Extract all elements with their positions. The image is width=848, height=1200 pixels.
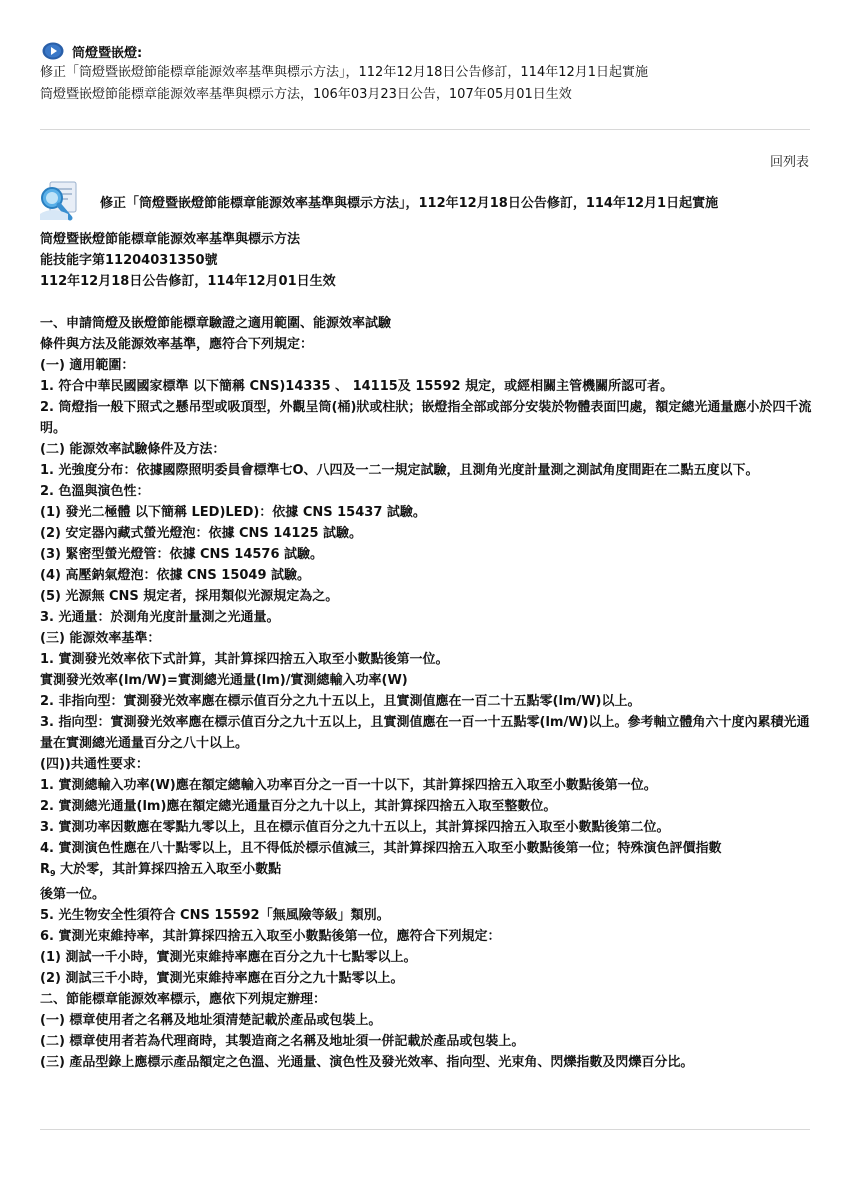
r9-symbol: R bbox=[40, 862, 51, 877]
body-paragraph: 3. 光通量：於測角光度計量測之光通量。 bbox=[40, 610, 280, 625]
body-paragraph: (一) 標章使用者之名稱及地址須清楚記載於產品或包裝上。 bbox=[40, 1013, 382, 1028]
body-paragraph: 1. 光強度分布：依據國際照明委員會標準七O、八四及一二一規定試驗，且測角光度計量測之測試角度間距在二點五度以下。 bbox=[40, 463, 759, 478]
body-paragraph: (2) 安定器內藏式螢光燈泡：依據 CNS 14125 試驗。 bbox=[40, 526, 363, 541]
body-paragraph: (二) 標章使用者若為代理商時，其製造商之名稱及地址須一併記載於產品或包裝上。 bbox=[40, 1034, 525, 1049]
body-paragraph: (二) 能源效率試驗條件及方法： bbox=[40, 442, 226, 457]
r9-subscript: 9 bbox=[50, 869, 56, 878]
body-paragraph: (2) 測試三千小時，實測光束維持率應在百分之九十點零以上。 bbox=[40, 971, 404, 986]
meta-document-number: 能技能字第11204031350號 bbox=[40, 253, 218, 268]
body-paragraph: 實測發光效率(lm/W)=實測總光通量(lm)/實測總輸入功率(W) bbox=[40, 673, 408, 688]
document-meta bbox=[40, 229, 810, 292]
body-paragraph: 6. 實測光束維持率，其計算採四捨五入取至小數點後第一位，應符合下列規定： bbox=[40, 929, 501, 944]
document-header bbox=[38, 180, 818, 222]
category-title: 筒燈暨嵌燈: bbox=[72, 45, 143, 61]
body-paragraph: 2. 非指向型：實測發光效率應在標示值百分之九十五以上，且實測值應在一百二十五點零(lm/W)以上。 bbox=[40, 694, 641, 709]
r9-text: 大於零，其計算採四捨五入取至小數點 bbox=[60, 862, 282, 877]
body-paragraph: (三) 產品型錄上應標示產品額定之色溫、光通量、演色性及發光效率、指向型、光束角、閃爍指數及閃爍百分比。 bbox=[40, 1055, 694, 1070]
body-paragraph: 2. 色溫與演色性： bbox=[40, 484, 150, 499]
meta-effective-date: 112年12月18日公告修訂，114年12月01日生效 bbox=[40, 274, 336, 289]
original-link[interactable]: 筒燈暨嵌燈節能標章能源效率基準與標示方法，106年03月23日公告，107年05月01日生效 bbox=[40, 87, 572, 102]
document-search-icon bbox=[38, 180, 88, 222]
body-paragraph: (4) 高壓鈉氣燈泡：依據 CNS 15049 試驗。 bbox=[40, 568, 311, 583]
body-paragraph: 5. 光生物安全性須符合 CNS 15592「無風險等級」類別。 bbox=[40, 908, 390, 923]
body-paragraph: (1) 測試一千小時，實測光束維持率應在百分之九十七點零以上。 bbox=[40, 950, 417, 965]
body-paragraph: 1. 實測發光效率依下式計算，其計算採四捨五入取至小數點後第一位。 bbox=[40, 652, 449, 667]
r9-paragraph bbox=[40, 859, 812, 884]
body-paragraph: (1) 發光二極體 以下簡稱 LED)LED)：依據 CNS 15437 試驗。 bbox=[40, 505, 426, 520]
body-paragraph: 2. 實測總光通量(lm)應在額定總光通量百分之九十以上，其計算採四捨五入取至整數位。 bbox=[40, 799, 557, 814]
body-paragraph: (3) 緊密型螢光燈管：依據 CNS 14576 試驗。 bbox=[40, 547, 324, 562]
body-paragraph: (一) 適用範圍： bbox=[40, 358, 135, 373]
body-paragraph: (四))共通性要求： bbox=[40, 757, 149, 772]
body-paragraph: 後第一位。 bbox=[40, 887, 106, 902]
bottom-divider bbox=[40, 1129, 810, 1130]
document-body bbox=[40, 313, 812, 1073]
body-paragraph: 1. 實測總輸入功率(W)應在額定總輸入功率百分之一百一十以下，其計算採四捨五入取至小數點後第一位。 bbox=[40, 778, 657, 793]
body-paragraph: (5) 光源無 CNS 規定者，採用類似光源規定為之。 bbox=[40, 589, 339, 604]
body-paragraph: 2. 筒燈指一般下照式之懸吊型或吸頂型，外觀呈筒(桶)狀或柱狀；嵌燈指全部或部分安裝於物體表面凹處，額定總光通量應小於四千流明。 bbox=[40, 400, 812, 436]
body-paragraph: 3. 指向型：實測發光效率應在標示值百分之九十五以上，且實測值應在一百一十五點零(lm/W)以上。參考軸立體角六十度內累積光通量在實測總光通量百分之八十以上。 bbox=[40, 715, 810, 751]
body-paragraph: 一、申請筒燈及嵌燈節能標章驗證之適用範圍、能源效率試驗 bbox=[40, 316, 392, 331]
revision-link[interactable]: 修正「筒燈暨嵌燈節能標章能源效率基準與標示方法」，112年12月18日公告修訂，114年12月1日起實施 bbox=[40, 65, 649, 80]
body-paragraph: 1. 符合中華民國國家標準 以下簡稱 CNS)14335 、 14115及 15592 規定，或經相關主管機關所認可者。 bbox=[40, 379, 674, 394]
back-to-list-link[interactable]: 回列表 bbox=[769, 155, 809, 170]
document-title: 修正「筒燈暨嵌燈節能標章能源效率基準與標示方法」，112年12月18日公告修訂，114年12月1日起實施 bbox=[100, 195, 719, 211]
meta-standard-name: 筒燈暨嵌燈節能標章能源效率基準與標示方法 bbox=[40, 232, 301, 247]
category-section bbox=[40, 40, 810, 106]
body-paragraph: 3. 實測功率因數應在零點九零以上，且在標示值百分之九十五以上，其計算採四捨五入取至小數點後第二位。 bbox=[40, 820, 670, 835]
body-paragraph: (三) 能源效率基準： bbox=[40, 631, 161, 646]
arrow-bullet-icon bbox=[42, 42, 64, 60]
divider bbox=[40, 129, 810, 130]
body-paragraph: 二、節能標章能源效率標示，應依下列規定辦理： bbox=[40, 992, 327, 1007]
body-paragraph: 4. 實測演色性應在八十點零以上，且不得低於標示值減三，其計算採四捨五入取至小數點後第一位；特殊演色評價指數 bbox=[40, 841, 722, 856]
category-header bbox=[40, 40, 810, 62]
body-paragraph: 條件與方法及能源效率基準，應符合下列規定： bbox=[40, 337, 314, 352]
